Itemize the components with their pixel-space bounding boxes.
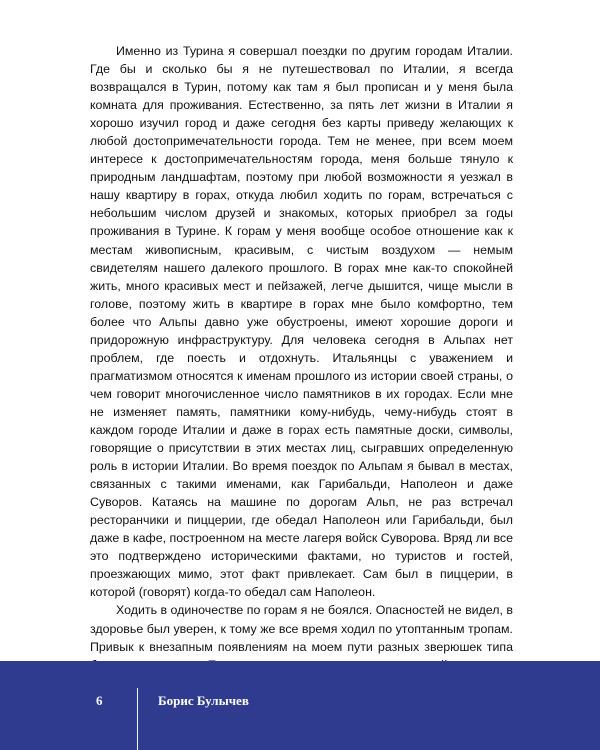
page-body [90,42,513,692]
footer-band [0,661,600,750]
paragraph-1: Именно из Турина я совершал поездки по другим городам Италии. Где бы и сколько бы я не путешествовал по Италии, я всегда возвращался в Турин, потому как там я был прописан и у меня была комната для проживания. Естественно, за пять лет жизни в Италии я хорошо изучил город и даже сегодня без карты приведу желающих к любой достопримечательности города. Тем не менее, при всем моем интересе к достопримечательностям города, меня больше тянуло к природным ландшафтам, поэтому при любой возможности я уезжал в нашу квартиру в горах, откуда любил ходить по горам, встречаться с небольшим числом друзей и знакомых, которых приобрел за годы проживания в Турине. К горам у меня вообще особое отношение как к местам живописным, красивым, с чистым воздухом — немым свидетелям нашего далекого прошлого. В горах мне как-то спокойней жить, много красивых мест и пейзажей, легче дышится, чище мысли в голове, поэтому жить в квартире в горах мне было комфортно, тем более что Альпы давно уже обустроены, имеют хорошие дороги и придорожную инфраструктуру. Для человека сегодня в Альпах нет проблем, где поесть и отдохнуть. Итальянцы с уважением и прагматизмом относятся к именам прошлого из истории своей страны, о чем говорит многочисленное число памятников в их городах. Если мне не изменяет память, памятники кому-нибудь, чему-нибудь стоят в каждом городе Италии и даже в горах есть памятные доски, символы, говорящие о присутствии в этих местах лиц, сыгравших определенную роль в истории Италии. Во время поездок по Альпам я бывал в местах, связанных с такими именами, как Гарибальди, Наполеон и даже Суворов. Катаясь на машине по дорогам Альп, не раз встречал ресторанчики и пиццерии, где обедал Наполеон или Гарибальди, был даже в кафе, построенном на месте лагеря войск Суворова. Вряд ли все это подтверждено историческими фактами, но туристов и гостей, проезжающих мимо, этот факт привлекает. Сам был в пиццерии, в которой (говорят) когда-то обедал сам Наполеон. [90,44,513,600]
paragraph-2: Ходить в одиночестве по горам я не боялся. Опасностей не видел, в здоровье был уверен, к тому же все время ходил по утоптанным тропам. Привык к внезапным появлениям на моем пути разных зверюшек типа [90,603,513,654]
footer-divider [137,688,138,750]
page-number: 6 [96,693,103,708]
running-footer-author: Борис Булычев [158,693,249,708]
